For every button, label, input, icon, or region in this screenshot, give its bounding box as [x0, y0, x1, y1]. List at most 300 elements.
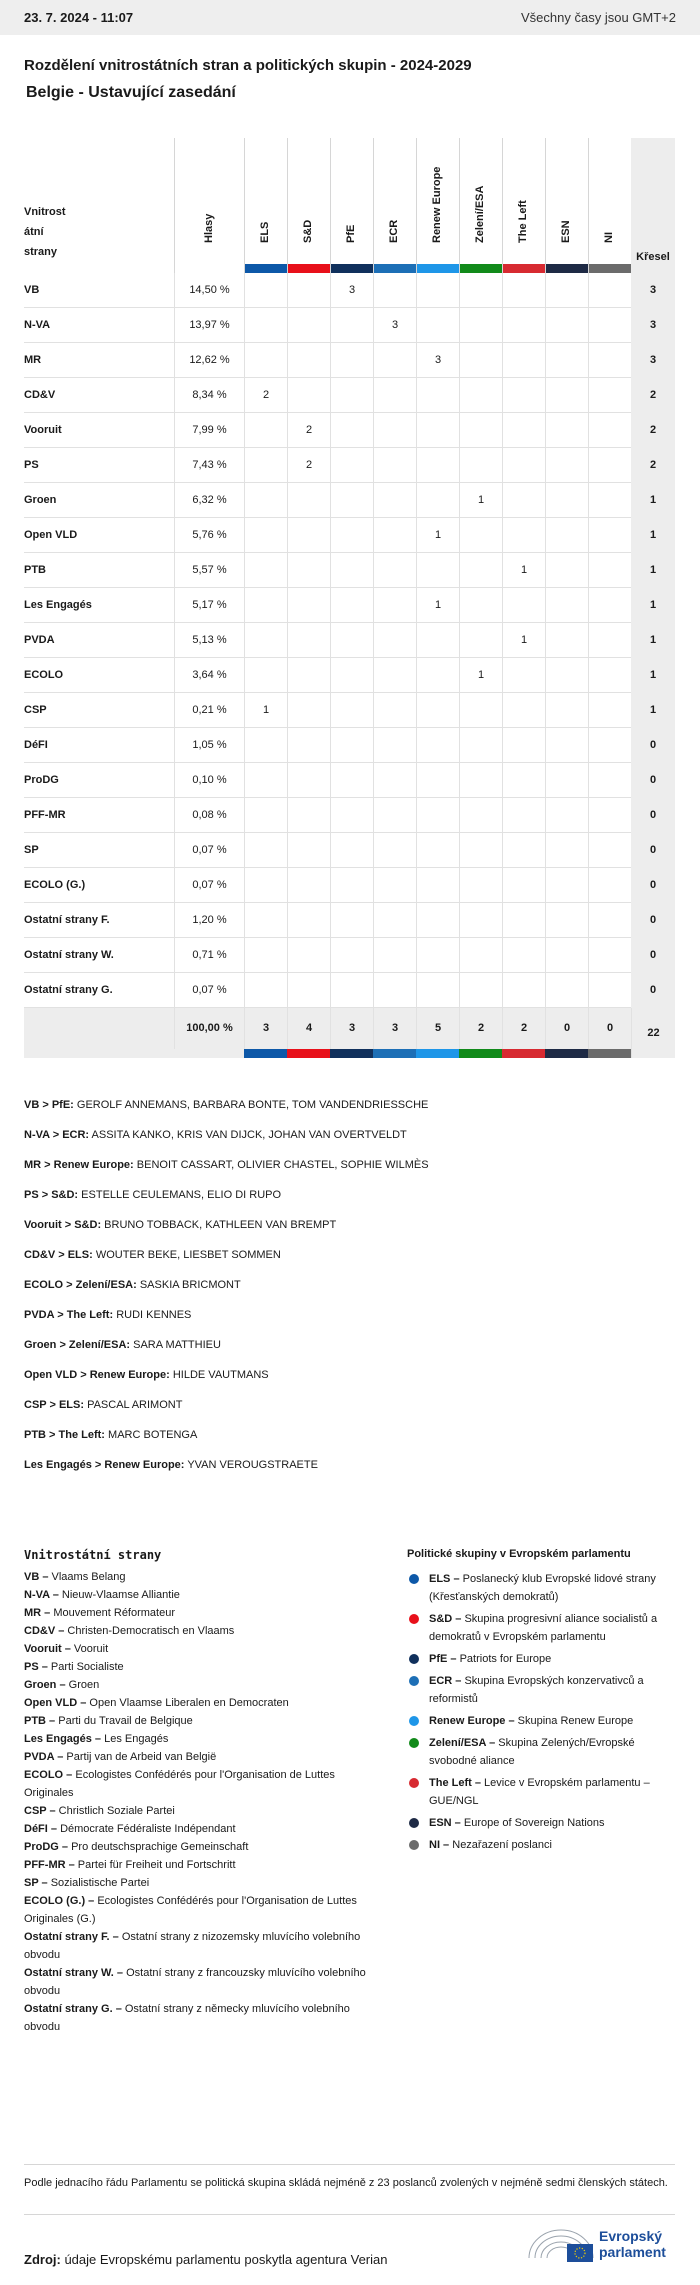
group-assignment-item: Vooruit > S&D: BRUNO TOBBACK, KATHLEEN VAN BREMPT: [24, 1219, 337, 1231]
group-assignment-item: ECOLO > Zelení/ESA: SASKIA BRICMONT: [24, 1279, 241, 1291]
group-color-bar: [245, 264, 287, 273]
group-seat-cell: [588, 903, 631, 938]
seat-total: 0: [631, 798, 675, 833]
political-group-legend-item: The Left – Levice v Evropském parlamentu – GUE/NGL: [407, 1774, 677, 1810]
group-seat-cell: [588, 308, 631, 343]
timezone-note: Všechny časy jsou GMT+2: [521, 10, 676, 25]
group-seat-cell: [330, 553, 373, 588]
seat-total: 0: [631, 763, 675, 798]
vote-share: 1,20 %: [174, 903, 244, 938]
party-name: Ostatní strany F.: [24, 914, 110, 926]
divider: [24, 2214, 675, 2215]
party-name: VB: [24, 284, 40, 296]
source-label: Zdroj:: [24, 2252, 61, 2267]
group-seat-cell: [459, 448, 502, 483]
group-column-header: The Left: [502, 138, 545, 273]
vote-share: 3,64 %: [174, 658, 244, 693]
group-seat-cell: [330, 448, 373, 483]
group-color-bar: [588, 1049, 631, 1058]
vote-share: 7,43 %: [174, 448, 244, 483]
group-seat-total: 4: [287, 1008, 330, 1049]
group-seat-cell: [287, 938, 330, 973]
party-name: Les Engagés: [24, 599, 92, 611]
group-assignment-item: Les Engagés > Renew Europe: YVAN VEROUGSTRAETE: [24, 1459, 318, 1471]
table-row: [24, 798, 675, 833]
group-seat-cell: [373, 728, 416, 763]
group-seat-total: 3: [244, 1008, 287, 1049]
political-group-legend-item: NI – Nezařazení poslanci: [407, 1836, 677, 1854]
national-party-legend-item: VB – Vlaams Belang: [24, 1571, 126, 1583]
vote-share: 13,97 %: [174, 308, 244, 343]
group-assignment-item: Groen > Zelení/ESA: SARA MATTHIEU: [24, 1339, 221, 1351]
group-seat-cell: [373, 938, 416, 973]
group-color-bar: [546, 264, 588, 273]
national-party-legend-item: PVDA – Partij van de Arbeid van België: [24, 1751, 217, 1763]
group-seat-cell: [416, 693, 459, 728]
group-seat-cell: [545, 658, 588, 693]
party-name: Ostatní strany W.: [24, 949, 114, 961]
party-name: Ostatní strany G.: [24, 984, 113, 996]
group-color-bar: [589, 264, 631, 273]
group-seat-cell: [459, 273, 502, 308]
group-seat-cell: [244, 798, 287, 833]
group-seat-cell: [373, 378, 416, 413]
group-seat-cell: 3: [330, 273, 373, 308]
group-seat-total: 2: [502, 1008, 545, 1049]
group-seat-total: 0: [545, 1008, 588, 1049]
seat-total: 0: [631, 728, 675, 763]
group-seat-cell: [373, 693, 416, 728]
group-seat-cell: [244, 938, 287, 973]
group-seat-cell: 1: [244, 693, 287, 728]
group-seat-cell: [287, 553, 330, 588]
top-bar: [0, 0, 700, 35]
vote-share: 0,08 %: [174, 798, 244, 833]
table-row: [24, 518, 675, 553]
group-seat-cell: [416, 728, 459, 763]
party-name: SP: [24, 844, 39, 856]
group-seat-cell: [502, 308, 545, 343]
vote-share: 5,57 %: [174, 553, 244, 588]
group-seat-cell: [287, 833, 330, 868]
group-seat-cell: [330, 588, 373, 623]
group-seat-cell: [459, 693, 502, 728]
group-seat-cell: [588, 273, 631, 308]
vote-share: 1,05 %: [174, 728, 244, 763]
national-party-legend-item: ECOLO – Ecologistes Confédérés pour l'Organisation de Luttes Originales: [24, 1769, 335, 1799]
group-seat-cell: [502, 483, 545, 518]
group-seat-cell: [416, 868, 459, 903]
group-seat-cell: [459, 623, 502, 658]
group-seat-cell: [459, 308, 502, 343]
national-party-legend-item: Open VLD – Open Vlaamse Liberalen en Democraten: [24, 1697, 289, 1709]
group-seat-total: 0: [588, 1008, 631, 1049]
group-seat-cell: [502, 518, 545, 553]
seat-total: 1: [631, 483, 675, 518]
group-seat-cell: [330, 763, 373, 798]
european-parliament-logo[interactable]: Evropský parlament: [527, 2224, 677, 2264]
seat-distribution-table: [24, 138, 675, 1058]
party-name: PFF-MR: [24, 809, 66, 821]
group-column-header: S&D: [287, 138, 330, 273]
group-seat-cell: 1: [502, 623, 545, 658]
group-seat-cell: 1: [502, 553, 545, 588]
group-seat-cell: [416, 658, 459, 693]
group-seat-cell: 1: [416, 518, 459, 553]
group-seat-cell: [459, 553, 502, 588]
national-party-legend-item: Groen – Groen: [24, 1679, 100, 1691]
group-seat-cell: [545, 763, 588, 798]
group-seat-cell: [416, 763, 459, 798]
vote-share: 0,10 %: [174, 763, 244, 798]
group-seat-cell: [459, 763, 502, 798]
group-color-dot-icon: [409, 1676, 419, 1686]
group-seat-cell: [459, 833, 502, 868]
table-row: [24, 973, 675, 1008]
source-line: [24, 2252, 387, 2267]
seat-total: 1: [631, 658, 675, 693]
party-name: MR: [24, 354, 42, 366]
group-seat-cell: [373, 448, 416, 483]
group-seat-cell: 1: [416, 588, 459, 623]
group-seat-cell: [330, 833, 373, 868]
group-assignment-item: Open VLD > Renew Europe: HILDE VAUTMANS: [24, 1369, 269, 1381]
group-seat-cell: [545, 518, 588, 553]
group-seat-cell: [588, 553, 631, 588]
group-seat-cell: [459, 343, 502, 378]
group-seat-cell: [459, 868, 502, 903]
party-name: Vooruit: [24, 424, 62, 436]
group-color-dot-icon: [409, 1778, 419, 1788]
group-seat-cell: [545, 553, 588, 588]
seat-total: 1: [631, 518, 675, 553]
group-seat-cell: [588, 343, 631, 378]
group-seat-total: 5: [416, 1008, 459, 1049]
national-party-legend-item: N-VA – Nieuw-Vlaamse Alliantie: [24, 1589, 180, 1601]
table-row: [24, 483, 675, 518]
group-assignment-item: PTB > The Left: MARC BOTENGA: [24, 1429, 198, 1441]
group-seat-cell: [373, 588, 416, 623]
group-seat-cell: [330, 693, 373, 728]
group-seat-cell: [588, 693, 631, 728]
group-seat-cell: [287, 483, 330, 518]
party-name: PS: [24, 459, 39, 471]
source-text: údaje Evropskému parlamentu poskytla agentura Verian: [64, 2252, 388, 2267]
group-seat-cell: [373, 623, 416, 658]
group-seat-cell: [502, 448, 545, 483]
group-seat-cell: [416, 973, 459, 1008]
national-party-legend-item: Les Engagés – Les Engagés: [24, 1733, 169, 1745]
group-seat-cell: [330, 658, 373, 693]
group-color-bar: [244, 1049, 287, 1058]
national-party-legend-item: ProDG – Pro deutschsprachige Gemeinschaft: [24, 1841, 249, 1853]
group-seat-cell: [545, 833, 588, 868]
group-color-dot-icon: [409, 1614, 419, 1624]
table-row: [24, 938, 675, 973]
group-seat-cell: [588, 448, 631, 483]
national-party-legend-item: PS – Parti Socialiste: [24, 1661, 124, 1673]
group-seat-cell: [416, 798, 459, 833]
group-seat-cell: [373, 273, 416, 308]
group-seat-cell: [330, 378, 373, 413]
votes-column-header: Hlasy: [174, 138, 244, 273]
group-seat-cell: [588, 938, 631, 973]
vote-share: 6,32 %: [174, 483, 244, 518]
totals-row: [24, 1008, 675, 1058]
group-column-header: PfE: [330, 138, 373, 273]
group-seat-cell: [545, 588, 588, 623]
group-seat-cell: [416, 448, 459, 483]
group-seat-cell: [330, 413, 373, 448]
group-assignment-item: CD&V > ELS: WOUTER BEKE, LIESBET SOMMEN: [24, 1249, 281, 1261]
table-header: [24, 138, 675, 273]
groups-legend-title: Politické skupiny v Evropském parlamentu: [407, 1548, 631, 1560]
national-party-legend-item: Vooruit – Vooruit: [24, 1643, 109, 1655]
group-color-bar: [502, 1049, 545, 1058]
group-seat-cell: [588, 378, 631, 413]
political-group-legend-item: ELS – Poslanecký klub Evropské lidové strany (Křesťanských demokratů): [407, 1570, 677, 1606]
political-group-legend-item: Renew Europe – Skupina Renew Europe: [407, 1712, 677, 1730]
national-legend-title: Vnitrostátní strany: [24, 1548, 162, 1562]
group-seat-cell: [244, 973, 287, 1008]
group-seat-cell: [545, 728, 588, 763]
political-group-legend-item: Zelení/ESA – Skupina Zelených/Evropské svobodné aliance: [407, 1734, 677, 1770]
timestamp: 23. 7. 2024 - 11:07: [24, 10, 134, 25]
group-seat-cell: [545, 973, 588, 1008]
group-seat-cell: [545, 273, 588, 308]
seat-total: 1: [631, 588, 675, 623]
party-name: ProDG: [24, 774, 59, 786]
group-seat-cell: [502, 938, 545, 973]
group-color-bar: [331, 264, 373, 273]
group-seat-cell: [459, 518, 502, 553]
group-assignment-list: [24, 1098, 674, 1488]
total-vote-share: 100,00 %: [174, 1008, 244, 1049]
vote-share: 0,07 %: [174, 973, 244, 1008]
seat-total: 3: [631, 343, 675, 378]
national-party-legend-item: PTB – Parti du Travail de Belgique: [24, 1715, 193, 1727]
group-seat-cell: [373, 343, 416, 378]
group-seat-cell: [545, 343, 588, 378]
page-title: Rozdělení vnitrostátních stran a politických skupin - 2024-2029: [24, 57, 472, 74]
group-seat-cell: [287, 273, 330, 308]
group-seat-cell: [244, 868, 287, 903]
grand-total-seats: 22: [631, 1008, 675, 1058]
group-assignment-item: MR > Renew Europe: BENOIT CASSART, OLIVIER CHASTEL, SOPHIE WILMÈS: [24, 1159, 429, 1171]
group-seat-cell: [502, 693, 545, 728]
parliament-hemicycle-icon: [527, 2224, 595, 2264]
group-seat-cell: [373, 658, 416, 693]
table-row: [24, 273, 675, 308]
group-seat-cell: [502, 413, 545, 448]
national-party-legend-item: ECOLO (G.) – Ecologistes Confédérés pour l'Organisation de Luttes Originales (G.): [24, 1895, 357, 1925]
group-seat-cell: [459, 973, 502, 1008]
seat-total: 0: [631, 833, 675, 868]
table-row: [24, 343, 675, 378]
group-assignment-item: PVDA > The Left: RUDI KENNES: [24, 1309, 192, 1321]
group-seat-cell: [244, 343, 287, 378]
group-seat-cell: [502, 868, 545, 903]
table-row: [24, 693, 675, 728]
party-name: ECOLO: [24, 669, 64, 681]
party-name: N-VA: [24, 319, 51, 331]
group-seat-cell: [502, 588, 545, 623]
group-seat-cell: [373, 763, 416, 798]
group-seat-cell: [588, 413, 631, 448]
group-seat-cell: [330, 623, 373, 658]
group-seat-cell: [244, 273, 287, 308]
group-seat-cell: [244, 833, 287, 868]
seat-total: 1: [631, 623, 675, 658]
divider: [24, 2164, 675, 2165]
group-seat-cell: [330, 343, 373, 378]
group-seat-cell: [287, 693, 330, 728]
national-party-legend-item: Ostatní strany F. – Ostatní strany z nizozemsky mluvícího volebního obvodu: [24, 1931, 361, 1961]
party-name: ECOLO (G.): [24, 879, 86, 891]
group-assignment-item: N-VA > ECR: ASSITA KANKO, KRIS VAN DIJCK, JOHAN VAN OVERTVELDT: [24, 1129, 407, 1141]
table-row: [24, 308, 675, 343]
group-color-bar: [374, 264, 416, 273]
group-color-bar: [545, 1049, 588, 1058]
table-row: [24, 378, 675, 413]
group-column-header: ECR: [373, 138, 416, 273]
group-color-bar: [416, 1049, 459, 1058]
group-seat-cell: 2: [244, 378, 287, 413]
vote-share: 12,62 %: [174, 343, 244, 378]
group-seat-cell: [545, 868, 588, 903]
group-color-bar: [288, 264, 330, 273]
group-seat-cell: [459, 378, 502, 413]
group-seat-cell: [416, 833, 459, 868]
vote-share: 0,71 %: [174, 938, 244, 973]
group-seat-cell: [244, 448, 287, 483]
political-group-legend-item: S&D – Skupina progresivní aliance socialistů a demokratů v Evropském parlamentu: [407, 1610, 677, 1646]
group-column-header: NI: [588, 138, 631, 273]
political-group-legend-item: ESN – Europe of Sovereign Nations: [407, 1814, 677, 1832]
table-row: [24, 728, 675, 763]
group-seat-cell: [502, 798, 545, 833]
seats-column-header: Křesel: [631, 138, 675, 273]
group-seat-cell: [502, 343, 545, 378]
group-seat-cell: 2: [287, 448, 330, 483]
group-color-bar: [373, 1049, 416, 1058]
group-seat-cell: [244, 903, 287, 938]
party-name: Open VLD: [24, 529, 78, 541]
group-seat-cell: [459, 938, 502, 973]
group-seat-cell: [373, 903, 416, 938]
group-seat-cell: [416, 378, 459, 413]
political-group-legend-item: PfE – Patriots for Europe: [407, 1650, 677, 1668]
seat-total: 1: [631, 553, 675, 588]
group-color-dot-icon: [409, 1818, 419, 1828]
group-color-bar: [417, 264, 459, 273]
national-party-legend-item: SP – Sozialistische Partei: [24, 1877, 150, 1889]
group-color-bar: [503, 264, 545, 273]
table-row: [24, 413, 675, 448]
group-seat-total: 2: [459, 1008, 502, 1049]
group-column-header: Zelení/ESA: [459, 138, 502, 273]
group-seat-cell: [545, 378, 588, 413]
group-seat-cell: 1: [459, 483, 502, 518]
group-seat-cell: [330, 903, 373, 938]
group-seat-cell: [588, 623, 631, 658]
group-seat-cell: [416, 273, 459, 308]
group-seat-cell: [287, 378, 330, 413]
group-seat-cell: [588, 763, 631, 798]
group-seat-cell: [287, 308, 330, 343]
party-name: PVDA: [24, 634, 55, 646]
group-seat-cell: [545, 798, 588, 833]
group-seat-total: 3: [373, 1008, 416, 1049]
seat-total: 0: [631, 903, 675, 938]
vote-share: 5,76 %: [174, 518, 244, 553]
vote-share: 0,21 %: [174, 693, 244, 728]
group-seat-cell: [330, 868, 373, 903]
table-row: [24, 833, 675, 868]
group-seat-cell: [244, 518, 287, 553]
group-color-dot-icon: [409, 1654, 419, 1664]
group-seat-cell: [588, 728, 631, 763]
group-column-header: ELS: [244, 138, 287, 273]
group-color-bar: [459, 1049, 502, 1058]
group-seat-cell: [330, 728, 373, 763]
group-color-dot-icon: [409, 1840, 419, 1850]
group-seat-cell: [416, 938, 459, 973]
group-color-dot-icon: [409, 1738, 419, 1748]
group-seat-cell: [244, 483, 287, 518]
party-name: CD&V: [24, 389, 56, 401]
group-seat-cell: 2: [287, 413, 330, 448]
group-seat-cell: [330, 973, 373, 1008]
group-seat-cell: [459, 903, 502, 938]
group-seat-cell: [373, 798, 416, 833]
group-seat-cell: [502, 973, 545, 1008]
seat-total: 2: [631, 413, 675, 448]
group-seat-cell: [373, 553, 416, 588]
group-seat-cell: [244, 413, 287, 448]
table-row: [24, 868, 675, 903]
group-seat-cell: [244, 658, 287, 693]
group-seat-cell: [545, 448, 588, 483]
table-row: [24, 448, 675, 483]
group-seat-cell: [588, 973, 631, 1008]
table-row: [24, 623, 675, 658]
group-seat-cell: [287, 903, 330, 938]
group-seat-cell: [244, 588, 287, 623]
vote-share: 14,50 %: [174, 273, 244, 308]
group-assignment-item: PS > S&D: ESTELLE CEULEMANS, ELIO DI RUPO: [24, 1189, 282, 1201]
group-seat-cell: [287, 763, 330, 798]
group-seat-cell: [459, 728, 502, 763]
group-seat-cell: [373, 483, 416, 518]
group-seat-cell: [588, 588, 631, 623]
group-color-bar: [287, 1049, 330, 1058]
group-seat-cell: [459, 413, 502, 448]
group-seat-cell: [287, 588, 330, 623]
group-seat-cell: [244, 728, 287, 763]
national-party-legend-item: Ostatní strany W. – Ostatní strany z francouzsky mluvícího volebního obvodu: [24, 1967, 366, 1997]
group-seat-cell: [545, 413, 588, 448]
group-assignment-item: VB > PfE: GEROLF ANNEMANS, BARBARA BONTE, TOM VANDENDRIESSCHE: [24, 1099, 429, 1111]
group-seat-cell: [373, 833, 416, 868]
party-name: DéFI: [24, 739, 48, 751]
group-seat-cell: 3: [416, 343, 459, 378]
group-seat-cell: [416, 553, 459, 588]
vote-share: 8,34 %: [174, 378, 244, 413]
group-column-header: ESN: [545, 138, 588, 273]
vote-share: 7,99 %: [174, 413, 244, 448]
group-seat-cell: [502, 833, 545, 868]
